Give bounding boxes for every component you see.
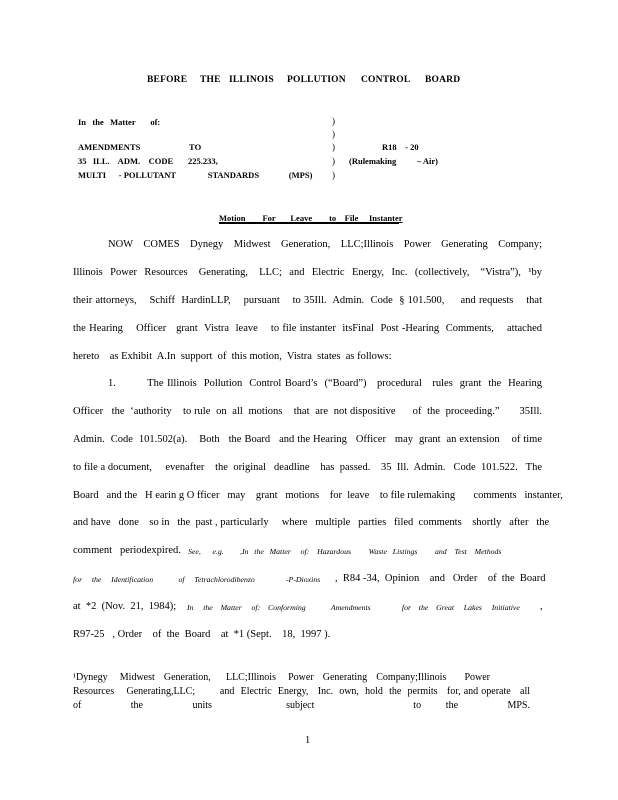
body-line: the Hearing Officer grant Vistra leave to file instanter itsFinal Post -Hearing Comments, attached (73, 323, 542, 334)
footnote-line: of the units subject to the MPS. (73, 700, 530, 711)
heading-word: BEFORE (147, 75, 188, 85)
caption-in-the-matter: In the Matter of: (78, 117, 161, 127)
citation-hazardous: ,In the Matter of: Hazardous Waste Listings and Test Methods (240, 547, 502, 556)
citation-r84: , R84 -34, Opinion and Order of the Board (335, 573, 546, 584)
caption-line-mps: MULTI - POLLUTANT STANDARDS (MPS) (78, 170, 313, 180)
heading-word: ILLINOIS (229, 75, 274, 85)
citation-date: at *2 (Nov. 21, 1984); (73, 601, 177, 612)
citation-comma: , (540, 601, 543, 612)
body-line: Board and the H earin g O fficer may grant motions for leave to file rulemaking comments instanter, (73, 490, 563, 501)
caption-paren: ) (332, 142, 335, 152)
citation-r97: R97-25 , Order of the Board at *1 (Sept. 18, 1997 ). (73, 629, 331, 640)
body-line: Admin. Code 101.502(a). Both the Board and the Hearing Officer may grant an extension of time (73, 434, 542, 445)
caption-line-code: 35 ILL. ADM. CODE 225.233, (78, 156, 218, 166)
body-line: Officer the ‘authority to rule on all motions that are not dispositive of the proceeding.” 35Ill. (73, 406, 542, 417)
body-line: Illinois Power Resources Generating, LLC; and Electric Energy, Inc. (collectively, “Vistra”), ¹by (73, 267, 542, 278)
citation-conforming: In the Matter of: Conforming Amendments for the Great Lakes Initiative (187, 603, 520, 612)
body-line: comment periodexpired. (73, 545, 181, 556)
caption-paren: ) (332, 156, 335, 166)
caption-paren: ) (332, 129, 335, 139)
citation-see: See, e.g. (188, 547, 224, 556)
heading-word: POLLUTION (287, 75, 346, 85)
motion-title: Motion For Leave to File Instanter (219, 213, 403, 223)
caption-paren: ) (332, 116, 335, 126)
page-number: 1 (305, 735, 311, 746)
footnote-line: Resources Generating,LLC; and Electric Energy, Inc. own, hold the permits for, and operate all (73, 686, 530, 697)
body-line: 1. The Illinois Pollution Control Board’s (“Board”) procedural rules grant the Hearing (108, 378, 542, 389)
caption-line-amendments: AMENDMENTS TO (78, 142, 202, 152)
body-line: to file a document, evenafter the original deadline has passed. 35 Ill. Admin. Code 101.522. The (73, 462, 542, 473)
body-line: and have done so in the past , particularly where multiple parties filed comments shortly after the (73, 517, 550, 528)
footnote-line: ¹Dynegy Midwest Generation, LLC;Illinois Power Generating Company;Illinois Power (73, 672, 490, 683)
body-line: their attorneys, Schiff HardinLLP, pursuant to 35Ill. Admin. Code § 101.500, and requests that (73, 295, 542, 306)
body-line: NOW COMES Dynegy Midwest Generation, LLC;Illinois Power Generating Company; (108, 239, 542, 250)
heading-word: THE (200, 75, 221, 85)
body-line: hereto as Exhibit A.In support of this motion, Vistra states as follows: (73, 351, 392, 362)
docket-type: (Rulemaking (349, 156, 397, 166)
docket-number: R18 - 20 (382, 142, 419, 152)
docket-subject: – Air) (417, 156, 439, 166)
heading-word: BOARD (425, 75, 461, 85)
heading-word: CONTROL (361, 75, 411, 85)
motion-title-underline (219, 223, 399, 224)
caption-paren: ) (332, 170, 335, 180)
citation-line: for the Identification of Tetrachlorodibenzo -P-Dioxins (73, 575, 321, 584)
